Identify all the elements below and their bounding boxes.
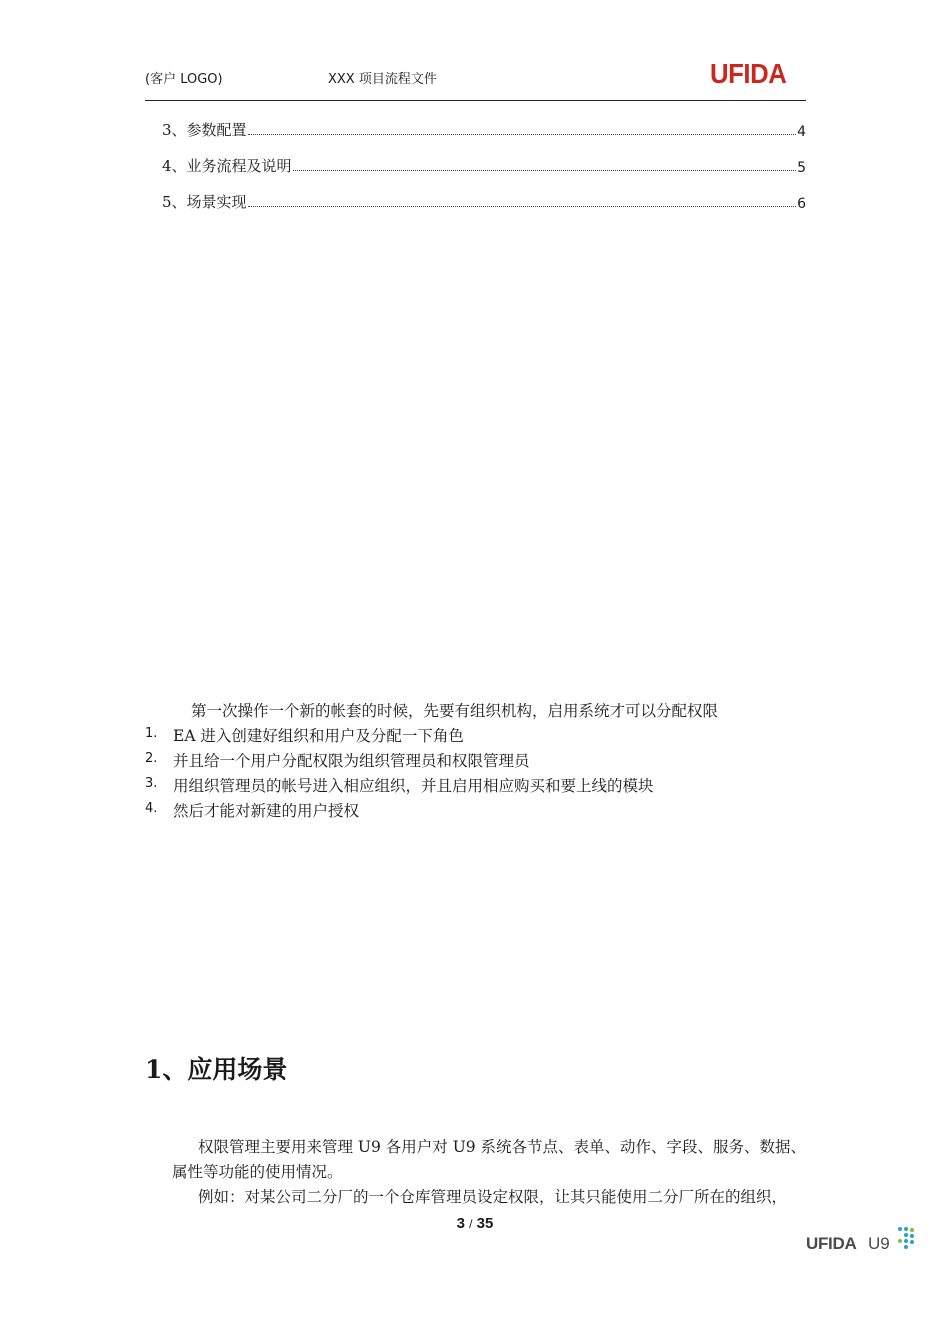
body-line: 属性等功能的使用情况。 — [172, 1163, 343, 1181]
toc-entry-page: 4 — [797, 124, 806, 140]
footer-logo-text: UFIDA — [806, 1234, 857, 1253]
toc-entry-page: 5 — [797, 160, 806, 176]
list-item-text: 然后才能对新建的用户授权 — [173, 802, 360, 820]
toc-entry-label: 5、场景实现 — [162, 193, 247, 211]
list-item-text: 并且给一个用户分配权限为组织管理员和权限管理员 — [173, 752, 530, 770]
toc-entry[interactable] — [162, 154, 806, 176]
toc-entry[interactable] — [162, 190, 806, 212]
list-item-text: EA 进入创建好组织和用户及分配一下角色 — [173, 727, 464, 745]
page-total: 35 — [476, 1215, 494, 1232]
intro-paragraph: 第一次操作一个新的帐套的时候，先要有组织机构，启用系统才可以分配权限 — [191, 702, 719, 720]
list-item-number: 3. — [145, 776, 158, 791]
section-heading: 1、应用场景 — [145, 1055, 288, 1084]
body-line: 权限管理主要用来管理 U9 各用户对 U9 系统各节点、表单、动作、字段、服务、数据、 — [198, 1138, 807, 1156]
toc-entry-label: 4、业务流程及说明 — [162, 157, 292, 175]
dot-grid-icon — [892, 1226, 918, 1252]
toc-leader-dots — [293, 170, 797, 171]
toc-leader-dots — [248, 206, 797, 207]
footer-logo-suffix: U9 — [868, 1234, 890, 1253]
page-separator: / — [469, 1217, 473, 1231]
header-divider — [145, 100, 806, 101]
ufida-logo: UFIDA — [710, 58, 787, 89]
document-title: XXX 项目流程文件 — [328, 72, 437, 87]
toc-entry-label: 3、参数配置 — [162, 121, 247, 139]
body-line: 例如：对某公司二分厂的一个仓库管理员设定权限，让其只能使用二分厂所在的组织， — [198, 1188, 788, 1206]
toc-entry-page: 6 — [797, 196, 806, 212]
list-item-number: 1. — [145, 726, 158, 741]
list-item-number: 2. — [145, 751, 158, 766]
ufida-u9-logo — [806, 1226, 918, 1258]
toc-leader-dots — [248, 134, 797, 135]
list-item-text: 用组织管理员的帐号进入相应组织，并且启用相应购买和要上线的模块 — [173, 777, 654, 795]
toc-entry[interactable] — [162, 118, 806, 140]
page-current: 3 — [456, 1215, 465, 1232]
list-item-number: 4. — [145, 801, 158, 816]
client-logo-placeholder: (客户 LOGO) — [145, 72, 223, 87]
